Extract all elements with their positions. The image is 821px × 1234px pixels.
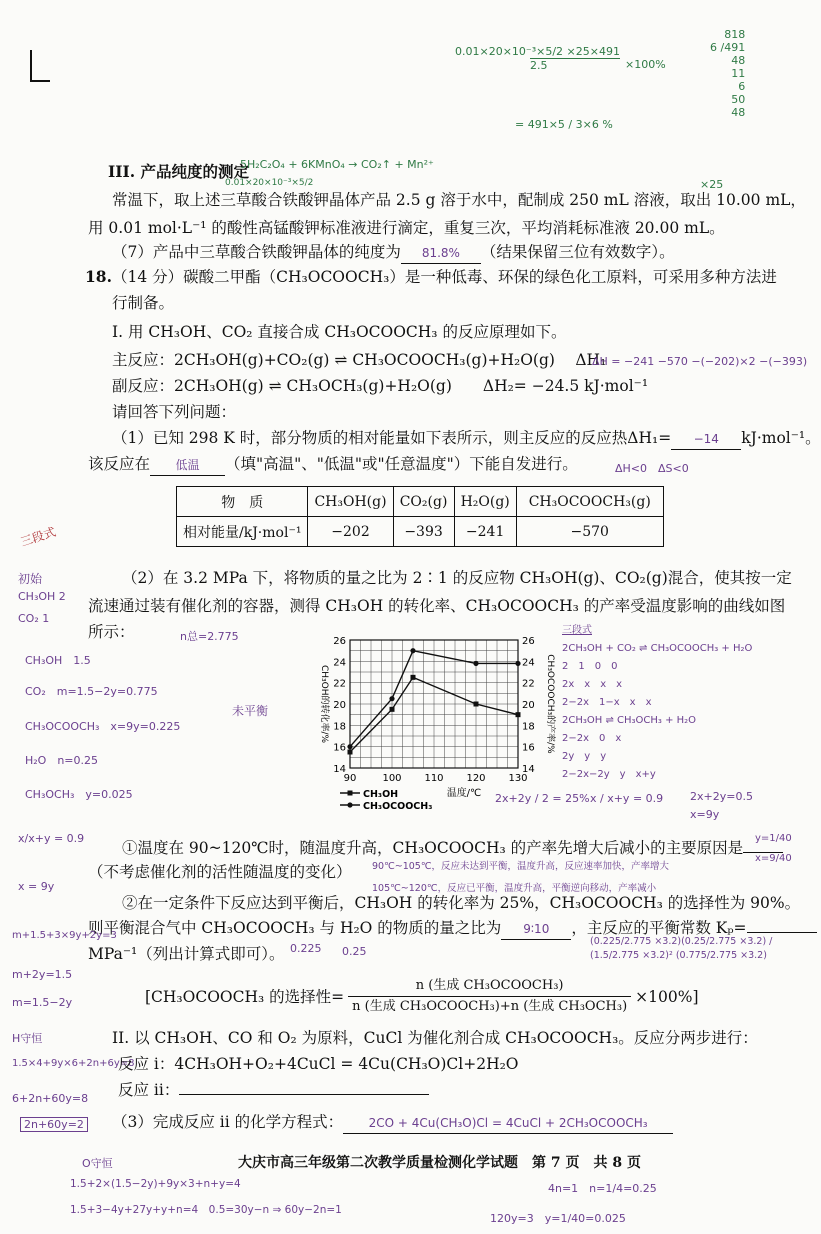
three-stage-line: 2−2x 0 x — [562, 733, 622, 744]
y-tick-left: 24 — [333, 657, 346, 669]
data-point-dmc — [389, 696, 394, 701]
table-header-cell: CH₃OCOOCH₃(g) — [516, 487, 663, 517]
handwritten-answer-line-2: 105℃~120℃，反应已平衡，温度升高，平衡逆向移动，产率减小 — [372, 883, 657, 894]
data-point-ch3oh — [474, 702, 479, 707]
selectivity-formula: [CH₃OCOOCH₃ 的选择性= $\frac{\text{n (生成 CH₃OCOOCH₃)}}{\text{n (生成 CH₃OCOOCH₃)+n (生成 CH₃OCH₃)}}$ ×100%] — [145, 976, 699, 1017]
handwritten-x-value: x=9/40 — [755, 853, 792, 864]
table-header-cell: H₂O(g) — [454, 487, 516, 517]
handwritten-ch3oh-initial: CH₃OH 2 — [18, 590, 66, 603]
handwritten-three-stage-table — [562, 622, 752, 784]
x-axis-label: 温度/℃ — [446, 788, 482, 799]
x-tick: 110 — [424, 773, 444, 784]
handwritten-kp-expression: (0.225/2.775 ×3.2)(0.25/2.775 ×3.2) / (1.5/2.775 ×3.2)² (0.775/2.775 ×3.2) — [590, 936, 773, 961]
y-tick-right: 16 — [522, 742, 535, 754]
question-2-line-2: 流速通过装有催化剂的容器，测得 CH₃OH 的转化率、CH₃OCOOCH₃ 的产率受温度影响的曲线如图 — [88, 597, 786, 615]
handwritten-y-value-final: 120y=3 y=1/40=0.025 — [490, 1212, 626, 1225]
section-title: III. 产品纯度的测定 — [108, 162, 250, 181]
part2-title: II. 以 CH₃OH、CO 和 O₂ 为原料，CuCl 为催化剂合成 CH₃OCOOCH₃。反应分两步进行： — [112, 1029, 758, 1047]
handwritten-answer-line-1: 90℃~105℃，反应未达到平衡，温度升高，反应速率加快，产率增大 — [372, 861, 670, 872]
question-3: （3）完成反应 ii 的化学方程式： 2CO + 4Cu(CH₃O)Cl = 4CuCl + 2CH₃OCOOCH₃ — [112, 1112, 673, 1134]
three-stage-line: 2−2x−2y y x+y — [562, 769, 656, 780]
handwritten-left-ratio: x/x+y = 0.9 — [18, 832, 85, 845]
relative-energy-table — [176, 486, 664, 547]
handwritten-ch3oh-eq: CH₃OH 1.5 — [25, 654, 91, 667]
handwritten-not-equilibrium: 未平衡 — [232, 704, 269, 718]
table-header-cell: 物 质 — [177, 487, 308, 517]
long-division-line: 818 — [724, 28, 746, 41]
y-tick-right: 20 — [522, 700, 535, 711]
table-cell: −241 — [454, 517, 516, 547]
handwritten-co2-eq: CO₂ m=1.5−2y=0.775 — [25, 685, 158, 698]
reaction-i: 反应 i：4CH₃OH+O₂+4CuCl = 4Cu(CH₃O)Cl+2H₂O — [118, 1055, 519, 1073]
handwritten-o-eq1: 1.5+2×(1.5−2y)+9y×3+n+y=4 — [70, 1178, 241, 1190]
y-tick-left: 20 — [333, 700, 346, 711]
data-point-ch3oh — [348, 750, 353, 755]
answer-dh1: −14 — [693, 432, 719, 446]
handwritten-titration-equation: 5H₂C₂O₄ + 6KMnO₄ → CO₂↑ + Mn²⁺ — [240, 158, 434, 171]
y-tick-left: 14 — [333, 764, 346, 775]
part1-title: I. 用 CH₃OH、CO₂ 直接合成 CH₃OCOOCH₃ 的反应原理如下。 — [112, 323, 567, 341]
question-18-intro-cont: 行制备。 — [112, 294, 175, 312]
handwritten-h-eq3: 2n+60y=2 — [20, 1117, 88, 1132]
table-cell: 相对能量/kJ·mol⁻¹ — [177, 517, 308, 547]
handwritten-n-value: 4n=1 n=1/4=0.25 — [548, 1182, 657, 1195]
data-point-dmc — [473, 661, 478, 666]
data-point-dmc — [347, 744, 352, 749]
handwritten-m-value: m=1.5−2y — [12, 996, 73, 1009]
long-division-line: 50 — [731, 93, 746, 106]
y-tick-right: 26 — [522, 636, 535, 647]
handwritten-dh-calc: ΔH = −241 −570 −(−202)×2 −(−393) — [592, 355, 808, 368]
three-stage-line: 2CH₃OH + CO₂ ⇌ CH₃OCOOCH₃ + H₂O — [562, 643, 753, 654]
answer-low-temp: 低温 — [175, 458, 200, 472]
table-cell: −202 — [308, 517, 393, 547]
handwritten-h2o-eq: H₂O n=0.25 — [25, 754, 99, 767]
main-reaction: 主反应：2CH₃OH(g)+CO₂(g) ⇌ CH₃OCOOCH₃(g)+H₂O(g) ΔH₁ — [112, 351, 607, 369]
data-point-ch3oh — [411, 675, 416, 680]
question-7: （7）产品中三草酸合铁酸钾晶体的纯度为 81.8% （结果保留三位有效数字）。 — [112, 242, 675, 264]
answer-purity: 81.8% — [421, 246, 460, 260]
x-tick: 90 — [343, 773, 357, 784]
table-cell: −393 — [393, 517, 454, 547]
handwritten-mass-balance: m+1.5+3×9y+2y=3 — [12, 930, 117, 941]
legend-label: CH₃OCOOCH₃ — [363, 801, 433, 812]
handwritten-percent: ×100% — [625, 58, 666, 71]
long-division-line: 6 /491 — [710, 41, 746, 54]
question-18-intro: （14 分）碳酸二甲酯（CH₃OCOOCH₃）是一种低毒、环保的绿色化工原料，可采用多种方法进 — [112, 268, 777, 286]
question-1-line-2: 该反应在 低温 （填"高温"、"低温"或"任意温度"）下能自发进行。 — [88, 454, 578, 476]
long-division-line: 48 — [731, 54, 746, 67]
handwritten-dme-eq: CH₃OCH₃ y=0.025 — [25, 788, 133, 801]
handwritten-h-conservation: H守恒 — [12, 1032, 43, 1045]
handwritten-system-eq2: x=9y — [690, 808, 720, 821]
data-point-dmc — [410, 648, 415, 653]
handwritten-y-value: y=1/40 — [755, 833, 792, 844]
three-stage-line: 2CH₃OH ⇌ CH₃OCH₃ + H₂O — [562, 715, 697, 726]
legend-marker — [347, 802, 352, 807]
table-header-cell: CH₃OH(g) — [308, 487, 393, 517]
side-reaction: 副反应：2CH₃OH(g) ⇌ CH₃OCH₃(g)+H₂O(g) ΔH₂= −24.5 kJ·mol⁻¹ — [112, 377, 649, 395]
answer-reaction-ii: 2CO + 4Cu(CH₃O)Cl = 4CuCl + 2CH₃OCOOCH₃ — [368, 1116, 648, 1130]
legend-label: CH₃OH — [363, 789, 399, 800]
question-18-number: 18. — [85, 267, 112, 286]
y-tick-left: 16 — [333, 742, 346, 754]
three-stage-line: 2x x x x — [562, 679, 623, 690]
section3-paragraph-1: 常温下，取上述三草酸合铁酸钾晶体产品 2.5 g 溶于水中，配制成 250 mL 溶液，取出 10.00 mL， — [112, 191, 806, 209]
handwritten-m-eq: m+2y=1.5 — [12, 968, 73, 981]
legend-marker — [348, 791, 353, 796]
question-1: （1）已知 298 K 时，部分物质的相对能量如下表所示，则主反应的反应热ΔH₁= −14 kJ·mol⁻¹。 — [112, 428, 821, 450]
answer-ratio: 9∶10 — [523, 922, 550, 936]
handwritten-co2-initial: CO₂ 1 — [18, 612, 50, 625]
table-header-row — [177, 487, 664, 517]
selectivity-fraction — [348, 976, 631, 1017]
handwritten-purity-calc: 0.01×20×10⁻³×5/2 ×25×491 2.5 — [455, 45, 620, 72]
page-footer: 大庆市高三年级第二次教学质量检测化学试题 第 7 页 共 8 页 — [238, 1155, 641, 1171]
y-tick-right: 24 — [522, 657, 535, 669]
question-2-sub-2: ②在一定条件下反应达到平衡后，CH₃OH 的转化率为 25%，CH₃OCOOCH₃ 的选择性为 90%。 — [122, 894, 801, 912]
x-tick: 100 — [382, 773, 402, 784]
three-stage-line: 2−2x 1−x x x — [562, 697, 652, 708]
y-tick-left: 26 — [333, 636, 346, 647]
reaction-ii: 反应 ii： — [118, 1080, 429, 1100]
x-tick: 130 — [508, 773, 528, 784]
y-tick-right: 14 — [522, 764, 535, 775]
three-stage-line: 2y y y — [562, 751, 607, 762]
handwritten-n-total: n总=2.775 — [180, 630, 239, 643]
section3-paragraph-2: 用 0.01 mol·L⁻¹ 的酸性高锰酸钾标准液进行滴定，重复三次，平均消耗标准液 20.00 mL。 — [88, 219, 725, 237]
question-2-sub-2-ratio: 则平衡混合气中 CH₃OCOOCH₃ 与 H₂O 的物质的量之比为 9∶10 ，主反应的平衡常数 Kₚ= — [88, 918, 817, 940]
question-2-line-3: 所示： — [88, 623, 135, 641]
y-axis-label-right: CH₃OCOOCH₃的产率/% — [545, 654, 555, 754]
selectivity-denominator: n (生成 CH₃OCOOCH₃)+n (生成 CH₃OCH₃) — [352, 999, 628, 1014]
table-cell: −570 — [516, 517, 663, 547]
question-2-sub-2-unit: MPa⁻¹（列出计算式即可）。 — [88, 945, 285, 963]
data-point-ch3oh — [390, 707, 395, 712]
handwritten-left-x: x = 9y — [18, 880, 55, 893]
y-tick-left: 22 — [333, 678, 346, 690]
conversion-yield-chart — [310, 628, 560, 818]
ask-text: 请回答下列问题： — [112, 403, 237, 421]
handwritten-dh-ds: ΔH<0 ΔS<0 — [615, 462, 689, 475]
handwritten-system-eq1: 2x+2y=0.5 — [690, 790, 753, 803]
handwritten-three-stage-label: 三段式 — [18, 524, 58, 550]
handwritten-result: = 491×5 / 3×6 % — [515, 118, 613, 131]
handwritten-times-25: ×25 — [700, 178, 724, 191]
three-stage-line: 三段式 — [562, 625, 592, 636]
data-point-ch3oh — [516, 712, 521, 717]
corner-mark — [30, 50, 50, 82]
question-2: （2）在 3.2 MPa 下，将物质的量之比为 2∶1 的反应物 CH₃OH(g)、CO₂(g)混合，使其按一定 — [122, 569, 792, 587]
y-tick-right: 18 — [522, 721, 535, 733]
handwritten-o-conservation: O守恒 — [82, 1157, 113, 1170]
handwritten-h-eq1: 1.5×4+9y×6+2n+6y=8 — [12, 1058, 135, 1069]
long-division-line: 11 — [731, 67, 746, 80]
handwritten-long-division — [710, 28, 745, 119]
question-2-sub-1: ①温度在 90~120℃时，随温度升高，CH₃OCOOCH₃ 的产率先增大后减小的主要原因是 — [122, 838, 783, 858]
y-axis-label-left: CH₃OH的转化率/% — [319, 664, 329, 744]
selectivity-numerator: n (生成 CH₃OCOOCH₃) — [348, 976, 631, 997]
handwritten-dmc-eq: CH₃OCOOCH₃ x=9y=0.225 — [25, 720, 181, 733]
long-division-line: 6 — [738, 80, 746, 93]
y-tick-left: 18 — [333, 721, 346, 733]
handwritten-o-eq2: 1.5+3−4y+27y+y+n=4 0.5=30y−n ⇒ 60y−2n=1 — [70, 1204, 342, 1216]
three-stage-line: 2 1 0 0 — [562, 661, 618, 672]
handwritten-conversion-eq: 2x+2y / 2 = 25% — [495, 792, 590, 805]
handwritten-titration-moles: 0.01×20×10⁻³×5/2 — [225, 178, 314, 188]
handwritten-initial: 初始 — [18, 572, 43, 586]
handwritten-h-eq2: 6+2n+60y=8 — [12, 1092, 89, 1105]
x-tick: 120 — [466, 773, 486, 784]
long-division-line: 48 — [731, 106, 746, 119]
data-point-dmc — [515, 661, 520, 666]
handwritten-small-025: 0.25 — [342, 945, 367, 958]
table-row — [177, 517, 664, 547]
handwritten-small-0225: 0.225 — [290, 942, 322, 955]
table-header-cell: CO₂(g) — [393, 487, 454, 517]
y-tick-right: 22 — [522, 678, 535, 690]
handwritten-selectivity-eq: x / x+y = 0.9 — [590, 792, 664, 805]
question-2-sub-1-note: （不考虑催化剂的活性随温度的变化） — [88, 863, 352, 881]
